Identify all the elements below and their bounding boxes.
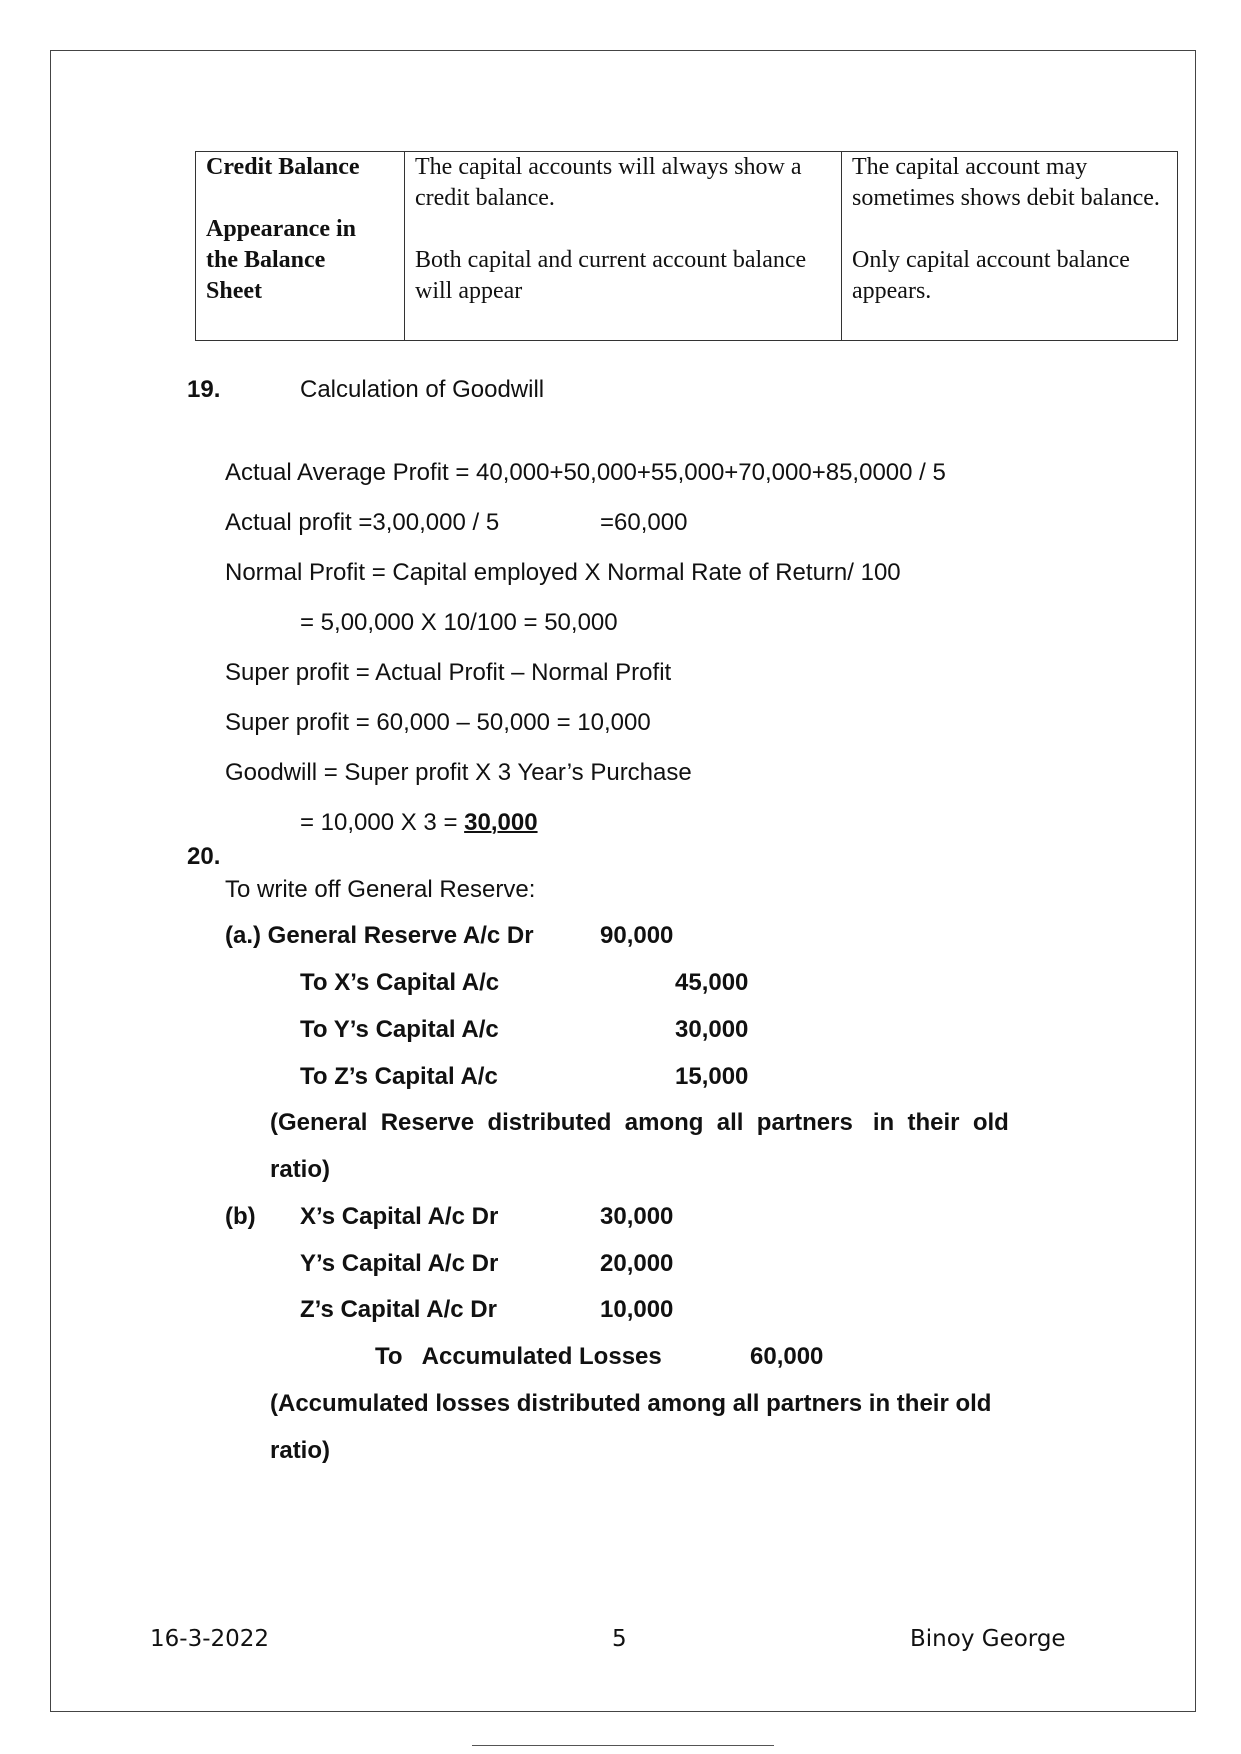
- q20-a-credit-account: To Y’s Capital A/c: [300, 1016, 499, 1043]
- q20-a-credit-account: To Z’s Capital A/c: [300, 1063, 498, 1090]
- q20-b-credit-amount: 60,000: [750, 1343, 824, 1370]
- table-cell-label: [196, 152, 405, 341]
- q20-b-debit-amount: 20,000: [600, 1250, 674, 1277]
- row-label-credit-balance: Credit Balance: [206, 154, 360, 180]
- q19-line-normal-profit: Normal Profit = Capital employed X Normal Rate of Return/ 100: [225, 559, 901, 586]
- goodwill-calc: = 10,000 X 3 =: [300, 809, 465, 836]
- bottom-rule: [472, 1745, 774, 1746]
- q20-b-debit-amount: 30,000: [600, 1203, 674, 1230]
- q20-a-narration-line2: ratio): [270, 1156, 330, 1183]
- q20-a-credit-account: To X’s Capital A/c: [300, 969, 500, 996]
- table-cell-fluctuating: [842, 152, 1178, 341]
- q20-a-narration-line1: (General Reserve distributed among all partners in their old: [270, 1109, 1009, 1136]
- q20-intro: To write off General Reserve:: [225, 876, 536, 903]
- goodwill-value: 30,000: [464, 809, 538, 836]
- q20-a-credit-amount: 45,000: [675, 969, 749, 996]
- comparison-table: [195, 151, 1178, 341]
- footer-page-number: 5: [612, 1626, 627, 1652]
- q20-b-credit-account: To Accumulated Losses: [375, 1343, 662, 1370]
- q20-b-label: (b): [225, 1203, 256, 1230]
- fixed-appearance: Both capital and current account balance will appear: [415, 247, 807, 304]
- q20-b-narration-line1: (Accumulated losses distributed among all partners in their old: [270, 1390, 992, 1417]
- q20-b-debit-amount: 10,000: [600, 1296, 674, 1323]
- fluctuating-credit-balance: The capital account may sometimes shows debit balance.: [852, 154, 1160, 211]
- row-label-appearance-1: Appearance in: [206, 216, 356, 242]
- q20-a-credit-amount: 30,000: [675, 1016, 749, 1043]
- q20-b-debit-account: Z’s Capital A/c Dr: [300, 1296, 497, 1323]
- q20-b-debit-account: X’s Capital A/c Dr: [300, 1203, 499, 1230]
- question-19-title: Calculation of Goodwill: [300, 376, 545, 403]
- table-cell-fixed: [405, 152, 842, 341]
- q20-a-debit-account: (a.) General Reserve A/c Dr: [225, 922, 534, 949]
- fixed-credit-balance: The capital accounts will always show a credit balance.: [415, 154, 802, 211]
- q19-line-goodwill-result: [300, 809, 538, 837]
- q19-line-super-profit-formula: Super profit = Actual Profit – Normal Profit: [225, 659, 672, 686]
- row-label-appearance-2: the Balance: [206, 247, 326, 273]
- footer-author: Binoy George: [910, 1626, 1066, 1652]
- table-row: [196, 152, 1178, 341]
- footer-date: 16-3-2022: [150, 1626, 270, 1652]
- q20-b-narration-line2: ratio): [270, 1437, 330, 1464]
- q19-line-normal-profit-calc: = 5,00,000 X 10/100 = 50,000: [300, 609, 618, 636]
- fluctuating-appearance: Only capital account balance appears.: [852, 247, 1130, 304]
- q19-line-actual-profit: Actual profit =3,00,000 / 5: [225, 509, 500, 536]
- q19-line-goodwill-formula: Goodwill = Super profit X 3 Year’s Purchase: [225, 759, 692, 786]
- q20-b-debit-account: Y’s Capital A/c Dr: [300, 1250, 499, 1277]
- row-label-appearance-3: Sheet: [206, 278, 262, 304]
- q19-line-actual-average-profit: Actual Average Profit = 40,000+50,000+55,000+70,000+85,0000 / 5: [225, 459, 946, 486]
- q20-a-credit-amount: 15,000: [675, 1063, 749, 1090]
- question-19-number: 19.: [187, 376, 221, 403]
- q19-line-super-profit-calc: Super profit = 60,000 – 50,000 = 10,000: [225, 709, 651, 736]
- question-20-number: 20.: [187, 843, 221, 870]
- q20-a-debit-amount: 90,000: [600, 922, 674, 949]
- q19-line-actual-profit-result: =60,000: [600, 509, 688, 536]
